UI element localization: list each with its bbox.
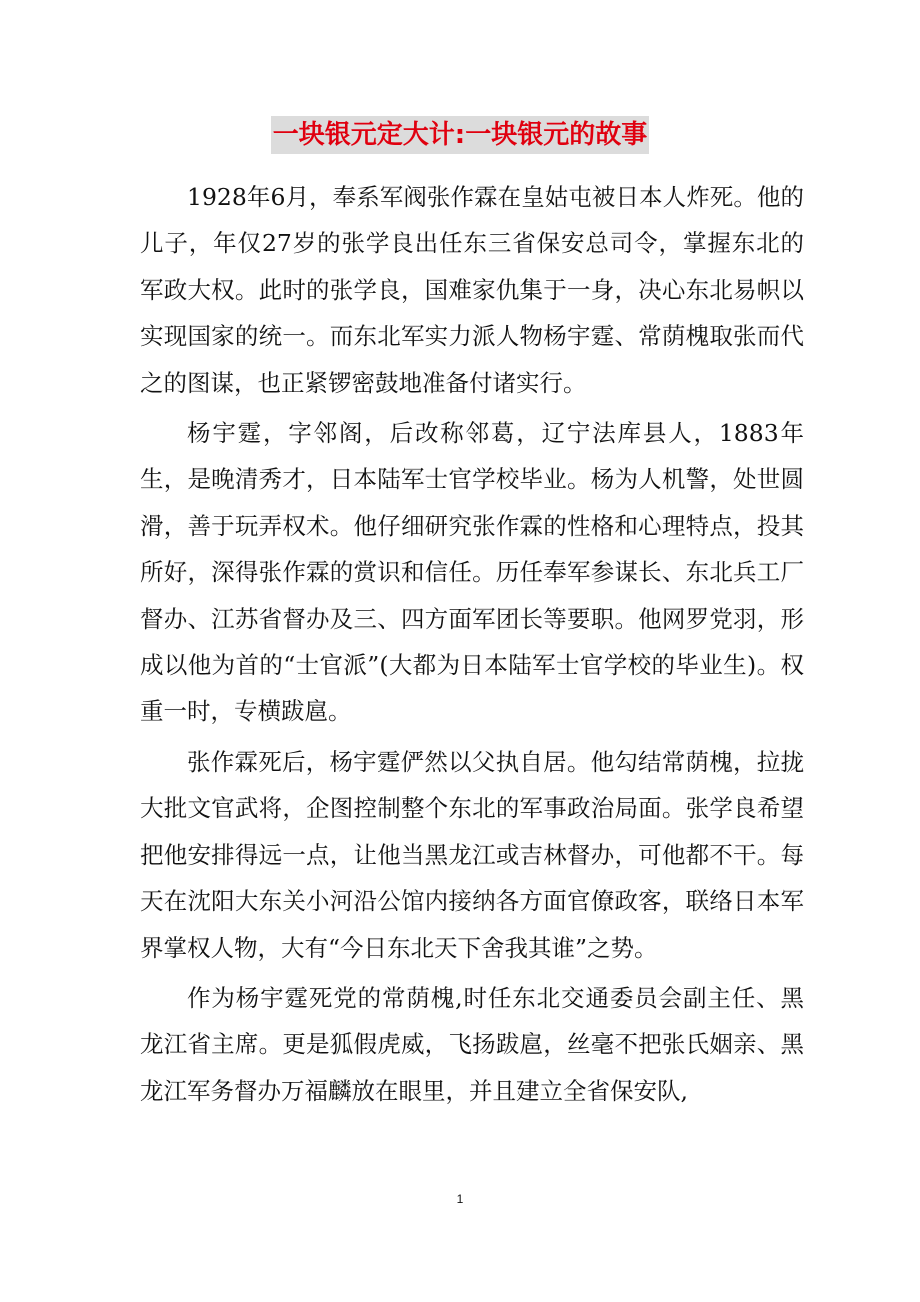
document-body — [140, 174, 804, 1118]
paragraph-4: 作为杨宇霆死党的常荫槐,时任东北交通委员会副主任、黑龙江省主席。更是狐假虎威，飞扬跋扈，丝毫不把张氏姻亲、黑龙江军务督办万福麟放在眼里，并且建立全省保安队, — [140, 983, 804, 1105]
paragraph-1: 1928年6月，奉系军阀张作霖在皇姑屯被日本人炸死。他的儿子，年仅27岁的张学良出任东三省保安总司令，掌握东北的军政大权。此时的张学良，国难家仇集于一身，决心东北易帜以实现国家的统一。而东北军实力派人物杨宇霆、常荫槐取张而代之的图谋，也正紧锣密鼓地准备付诸实行。 — [140, 183, 804, 397]
document-title: 一块银元定大计:一块银元的故事 — [271, 116, 649, 154]
paragraph-3: 张作霖死后，杨宇霆俨然以父执自居。他勾结常荫槐，拉拢大批文官武将，企图控制整个东北的军事政治局面。张学良希望把他安排得远一点，让他当黑龙江或吉林督办，可他都不干。每天在沈阳大东关小河沿公馆内接纳各方面官僚政客，联络日本军界掌权人物，大有“今日东北天下舍我其谁”之势。 — [140, 747, 804, 962]
title-container — [0, 116, 920, 154]
paragraph-2: 杨宇霆，字邻阁，后改称邻葛，辽宁法库县人，1883年生，是晚清秀才，日本陆军士官学校毕业。杨为人机警，处世圆滑，善于玩弄权术。他仔细研究张作霖的性格和心理特点，投其所好，深得张作霖的赏识和信任。历任奉军参谋长、东北兵工厂督办、江苏省督办及三、四方面军团长等要职。他网罗党羽，形成以他为首的“士官派”(大都为日本陆军士官学校的毕业生)。权重一时，专横跋扈。 — [140, 419, 804, 726]
page-number: 1 — [456, 1192, 464, 1206]
